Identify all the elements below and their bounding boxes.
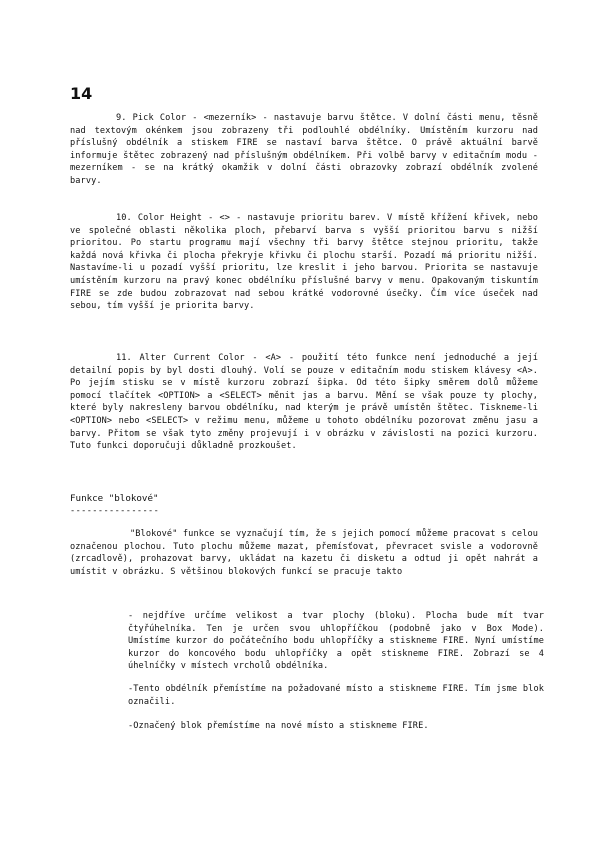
paragraph-block-functions-intro: "Blokové" funkce se vyznačují tím, že s jejich pomocí můžeme pracovat s celou označenou plochou. Tuto plochu můžeme mazat, přemísťovat, převracet svisle a vodorovně (zrcadlově), prohazovat barvy, ukládat na kazetu či disketu a odtud ji opět nahrát a umístit v obrázku. S většinou blokových funkcí se pracuje takto [70,529,538,577]
paragraph-pick-color: 9. Pick Color - <mezerník> - nastavuje barvu štětce. V dolní části menu, těsně nad textovým okénkem jsou zobrazeny tři podlouhlé obdélníky. Umístěním kurzoru nad příslušný obdélník a stiskem FIRE se nastaví barva štětce. O právě aktuální barvě informuje štětec zobrazený nad příslušným obdélníkem. Při volbě barvy v editačním modu - mezerníkem - se na krátký okamžik v dolní části obrazovky zobrazí obdélník zvolené barvy. [70,113,538,186]
section-heading-underline: ---------------- [70,506,160,516]
list-item: -Označený blok přemístíme na nové místo a stiskneme FIRE. [128,721,429,731]
list-item: -Tento obdélník přemístíme na požadované místo a stiskneme FIRE. Tím jsme blok označili. [128,684,544,707]
page-number: 14 [70,84,93,103]
paragraph-alter-current-color: 11. Alter Current Color - <A> - použití této funkce není jednoduché a její detailní popis by byl dosti dlouhý. Volí se pouze v editačním modu stiskem klávesy <A>. Po jejím stisku se v místě kurzoru zobrazí šipka. Od této šipky směrem dolů můžeme pomocí tlačítek <OPTION> a <SELECT> měnit jas a barvu. Mění se však pouze ty plochy, které byly nakresleny barvou obdélníku, nad kterým je právě umístěn štětec. Tiskneme-li <OPTION> nebo <SELECT> v režimu menu, můžeme u tohoto obdélníku pozorovat změnu jasu a barvy. Přitom se však tyto změny projevují i v obrázku v závislosti na pozici kurzoru. Tuto funkci doporučuji důkladně prozkoušet. [70,353,538,452]
section-heading: Funkce "blokové" [70,493,159,504]
paragraph-color-height: 10. Color Height - <> - nastavuje prioritu barev. V místě křížení křivek, nebo ve společné oblasti několika ploch, přebarví barva s vyšší prioritou barvu s nižší prioritou. Po startu programu mají všechny tři barvy štětce stejnou prioritu, takže každá nová křivka či plocha překryje křivku či plochu starší. Pozadí má prioritu nižší. Nastavíme-li u pozadí vyšší prioritu, lze kreslit i jeho barvou. Priorita se nastavuje umístěním kurzoru na pravý konec obdélníku příslušné barvy v menu. Opakovaným tiskuntím FIRE se zde budou zobrazovat nad sebou krátké vodorovné úsečky. Čím více úseček nad sebou, tím vyšší je priorita barvy. [70,213,538,312]
list-item: - nejdříve určíme velikost a tvar plochy (bloku). Plocha bude mít tvar čtyřúhelníka. Ten je určen svou uhlopříčkou (podobně jako v Box Mode). Umístíme kurzor do počátečního bodu uhlopříčky a stiskneme FIRE. Nyní umístíme kurzor do koncového bodu uhlopříčky a opět stiskneme FIRE. Zobrazí se 4 úhelníčky v místech vrcholů obdélníka. [128,611,544,672]
